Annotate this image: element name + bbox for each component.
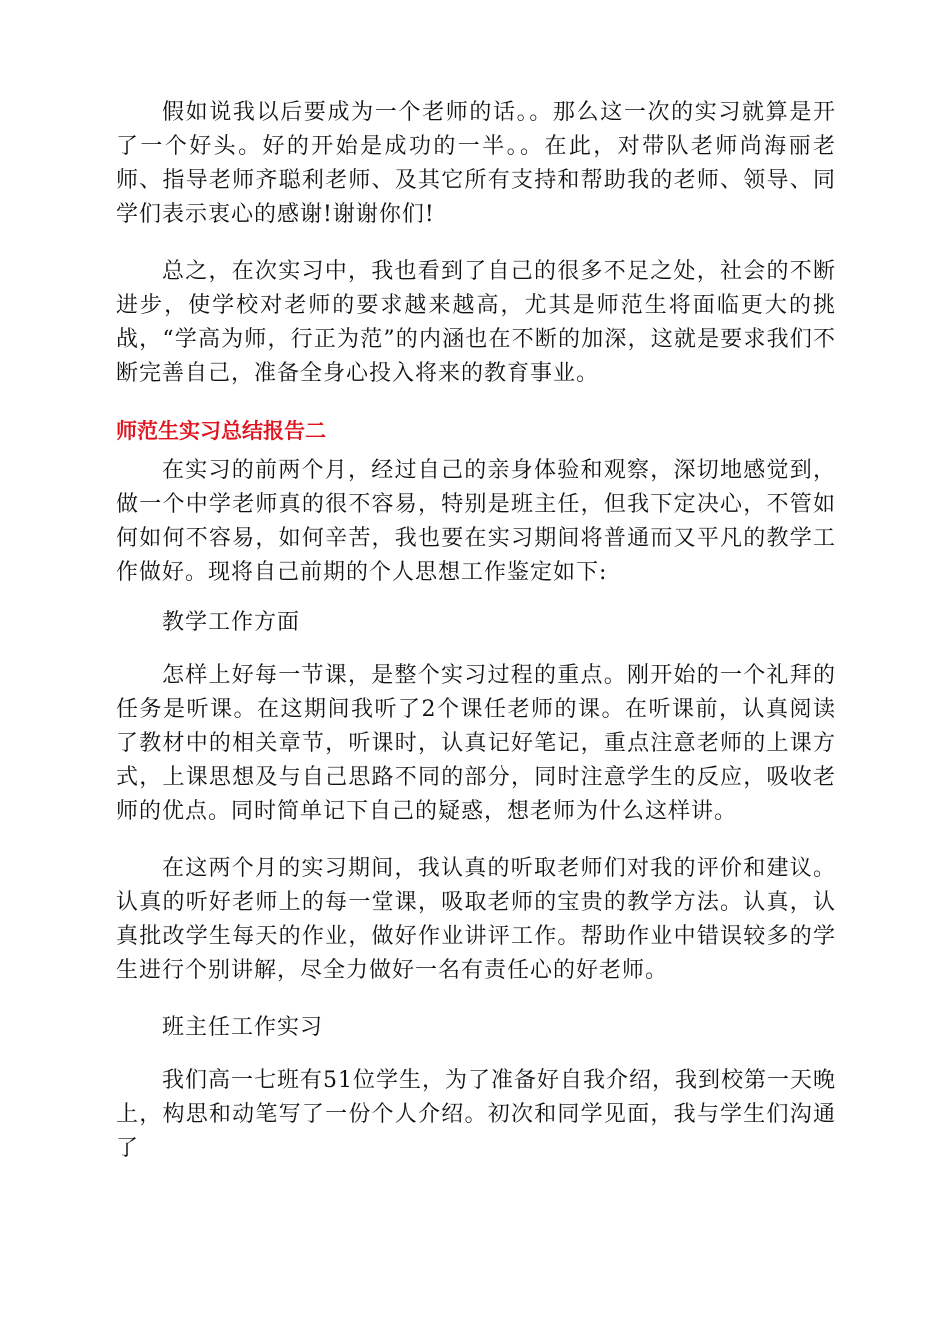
subheading-teaching: 教学工作方面 bbox=[162, 610, 301, 635]
paragraph-conclusion: 总之，在次实习中，我也看到了自己的很多不足之处，社会的不断进步，使学校对老师的要求越来越高，尤其是师范生将面临更大的挑战，“学高为师，行正为范”的内涵也在不断的加深，这就是要求我们不断完善自己，准备全身心投入将来的教育事业。 bbox=[116, 259, 836, 386]
section-title: 师范生实习总结报告二 bbox=[116, 419, 326, 443]
paragraph-teaching-1: 怎样上好每一节课，是整个实习过程的重点。刚开始的一个礼拜的任务是听课。在这期间我听了2个课任老师的课。在听课前，认真阅读了教材中的相关章节，听课时，认真记好笔记，重点注意老师的上课方式，上课思想及与自己思路不同的部分，同时注意学生的反应，吸收老师的优点。同时简单记下自己的疑惑，想老师为什么这样讲。 bbox=[116, 663, 836, 824]
paragraph-gratitude: 假如说我以后要成为一个老师的话。。那么这一次的实习就算是开了一个好头。好的开始是成功的一半。。在此，对带队老师尚海丽老师、指导老师齐聪利老师、及其它所有支持和帮助我的老师、领导、同学们表示衷心的感谢!谢谢你们! bbox=[116, 100, 836, 227]
subheading-homeroom: 班主任工作实习 bbox=[162, 1015, 324, 1040]
paragraph-homeroom: 我们高一七班有51位学生，为了准备好自我介绍，我到校第一天晚上，构思和动笔写了一份个人介绍。初次和同学见面，我与学生们沟通了 bbox=[116, 1068, 836, 1161]
paragraph-section-intro: 在实习的前两个月，经过自己的亲身体验和观察，深切地感觉到，做一个中学老师真的很不容易，特别是班主任，但我下定决心，不管如何如何不容易，如何辛苦，我也要在实习期间将普通而又平凡的教学工作做好。现将自己前期的个人思想工作鉴定如下: bbox=[116, 458, 836, 585]
document-page bbox=[116, 96, 836, 1189]
paragraph-teaching-2: 在这两个月的实习期间，我认真的听取老师们对我的评价和建议。认真的听好老师上的每一堂课，吸取老师的宝贵的教学方法。认真，认真批改学生每天的作业，做好作业讲评工作。帮助作业中错误较多的学生进行个别讲解，尽全力做好一名有责任心的好老师。 bbox=[116, 856, 836, 983]
